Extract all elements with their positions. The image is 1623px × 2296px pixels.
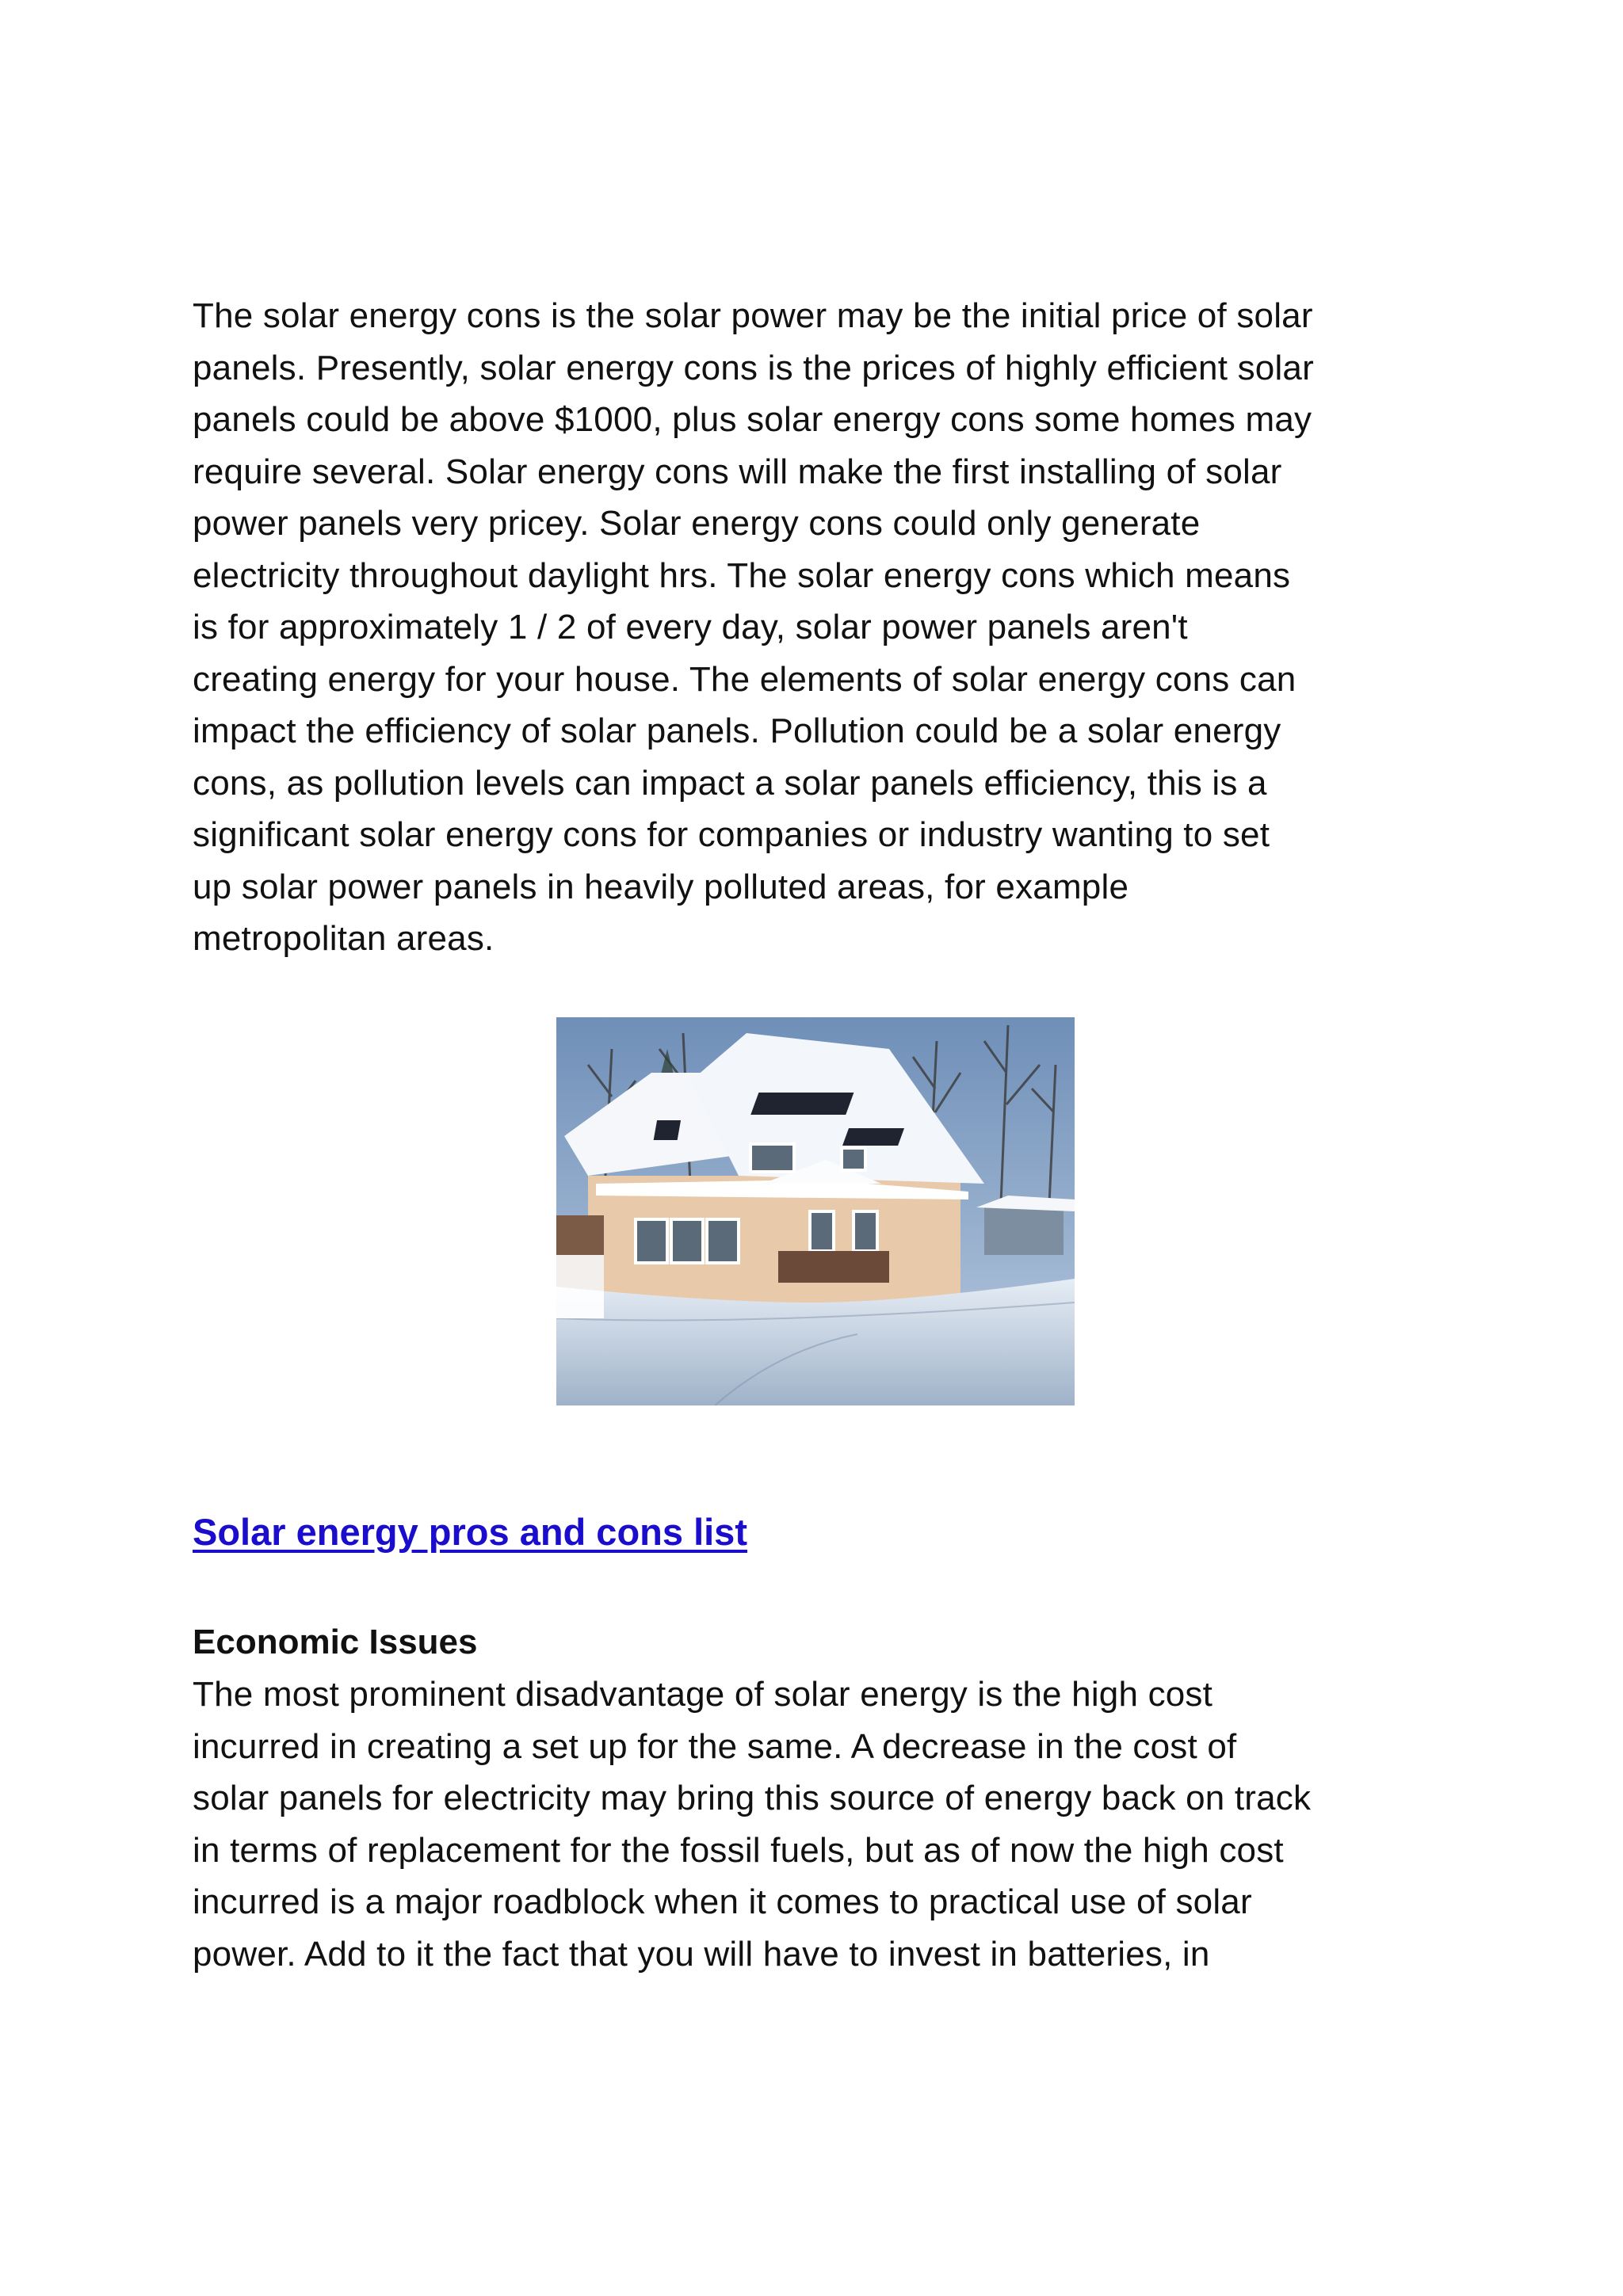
paragraph-text: The solar energy cons is the solar power may be the initial price of solar panels. Presently, solar energy cons is the prices of highly efficient solar panels could be above $1000, plus solar energy cons some homes may require several. Solar energy cons will make the first installing of solar power panels very pricey. Solar energy cons could only generate electricity throughout daylight hrs. The solar energy cons which means is for approximately 1 / 2 of every day, solar power panels aren't creating energy for your house. The elements of solar energy cons can impact the efficiency of solar panels. Pollution could be a solar energy cons, as pollution levels can impact a solar panels efficiency, this is a significant solar energy cons for companies or industry wanting to set up solar power panels in heavily polluted areas, for example metropolitan areas. xyxy=(193,296,1314,958)
economic-issues-heading: Economic Issues xyxy=(193,1623,478,1661)
paragraph-solar-cons xyxy=(193,290,1461,965)
house-with-solar-panels-photo xyxy=(556,1017,1075,1405)
paragraph-economic-issues xyxy=(193,1669,1461,1980)
solar-pros-cons-link[interactable]: Solar energy pros and cons list xyxy=(193,1511,747,1553)
paragraph-text: The most prominent disadvantage of solar energy is the high cost incurred in creating a set up for the same. A decrease in the cost of solar panels for electricity may bring this source of energy back on track in terms of replacement for the fossil fuels, but as of now the high cost incurred is a major roadblock when it comes to practical use of solar power. Add to it the fact that you will have to invest in batteries, in xyxy=(193,1675,1312,1974)
